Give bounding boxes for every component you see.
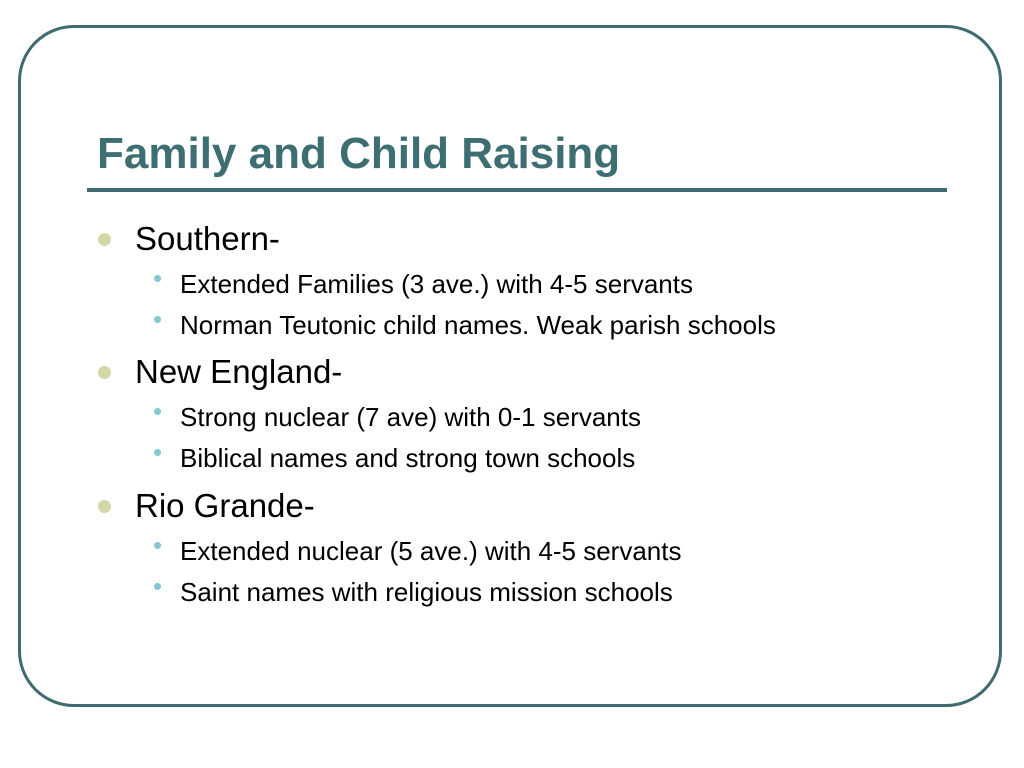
bullet-dot-icon: • (153, 263, 163, 293)
section-heading: Rio Grande- (135, 487, 315, 524)
list-item-text: Saint names with religious mission schools (180, 577, 673, 607)
list-item (153, 263, 693, 301)
section-new-england (135, 352, 342, 392)
list-item-text: Extended Families (3 ave.) with 4-5 servants (180, 269, 693, 299)
list-item-text: Extended nuclear (5 ave.) with 4-5 servants (180, 536, 682, 566)
list-item (153, 396, 641, 434)
list-item (153, 304, 776, 342)
bullet-dot-icon: • (153, 304, 163, 334)
section-heading: New England- (135, 353, 343, 390)
bullet-dot-icon: • (153, 437, 163, 467)
bullet-dot-icon (98, 366, 111, 379)
section-rio-grande (135, 486, 315, 526)
list-item (153, 437, 636, 475)
bullet-dot-icon (98, 233, 111, 246)
list-item (153, 571, 673, 609)
bullet-dot-icon: • (153, 571, 163, 601)
list-item-text: Strong nuclear (7 ave) with 0-1 servants (180, 402, 641, 432)
bullet-dot-icon: • (153, 530, 163, 560)
section-southern (135, 219, 280, 259)
section-heading: Southern- (135, 220, 280, 257)
list-item-text: Norman Teutonic child names. Weak parish schools (180, 310, 776, 340)
list-item (153, 530, 682, 568)
bullet-dot-icon (98, 500, 111, 513)
slide-title: Family and Child Raising (97, 129, 621, 178)
bullet-dot-icon: • (153, 396, 163, 426)
list-item-text: Biblical names and strong town schools (180, 443, 636, 473)
